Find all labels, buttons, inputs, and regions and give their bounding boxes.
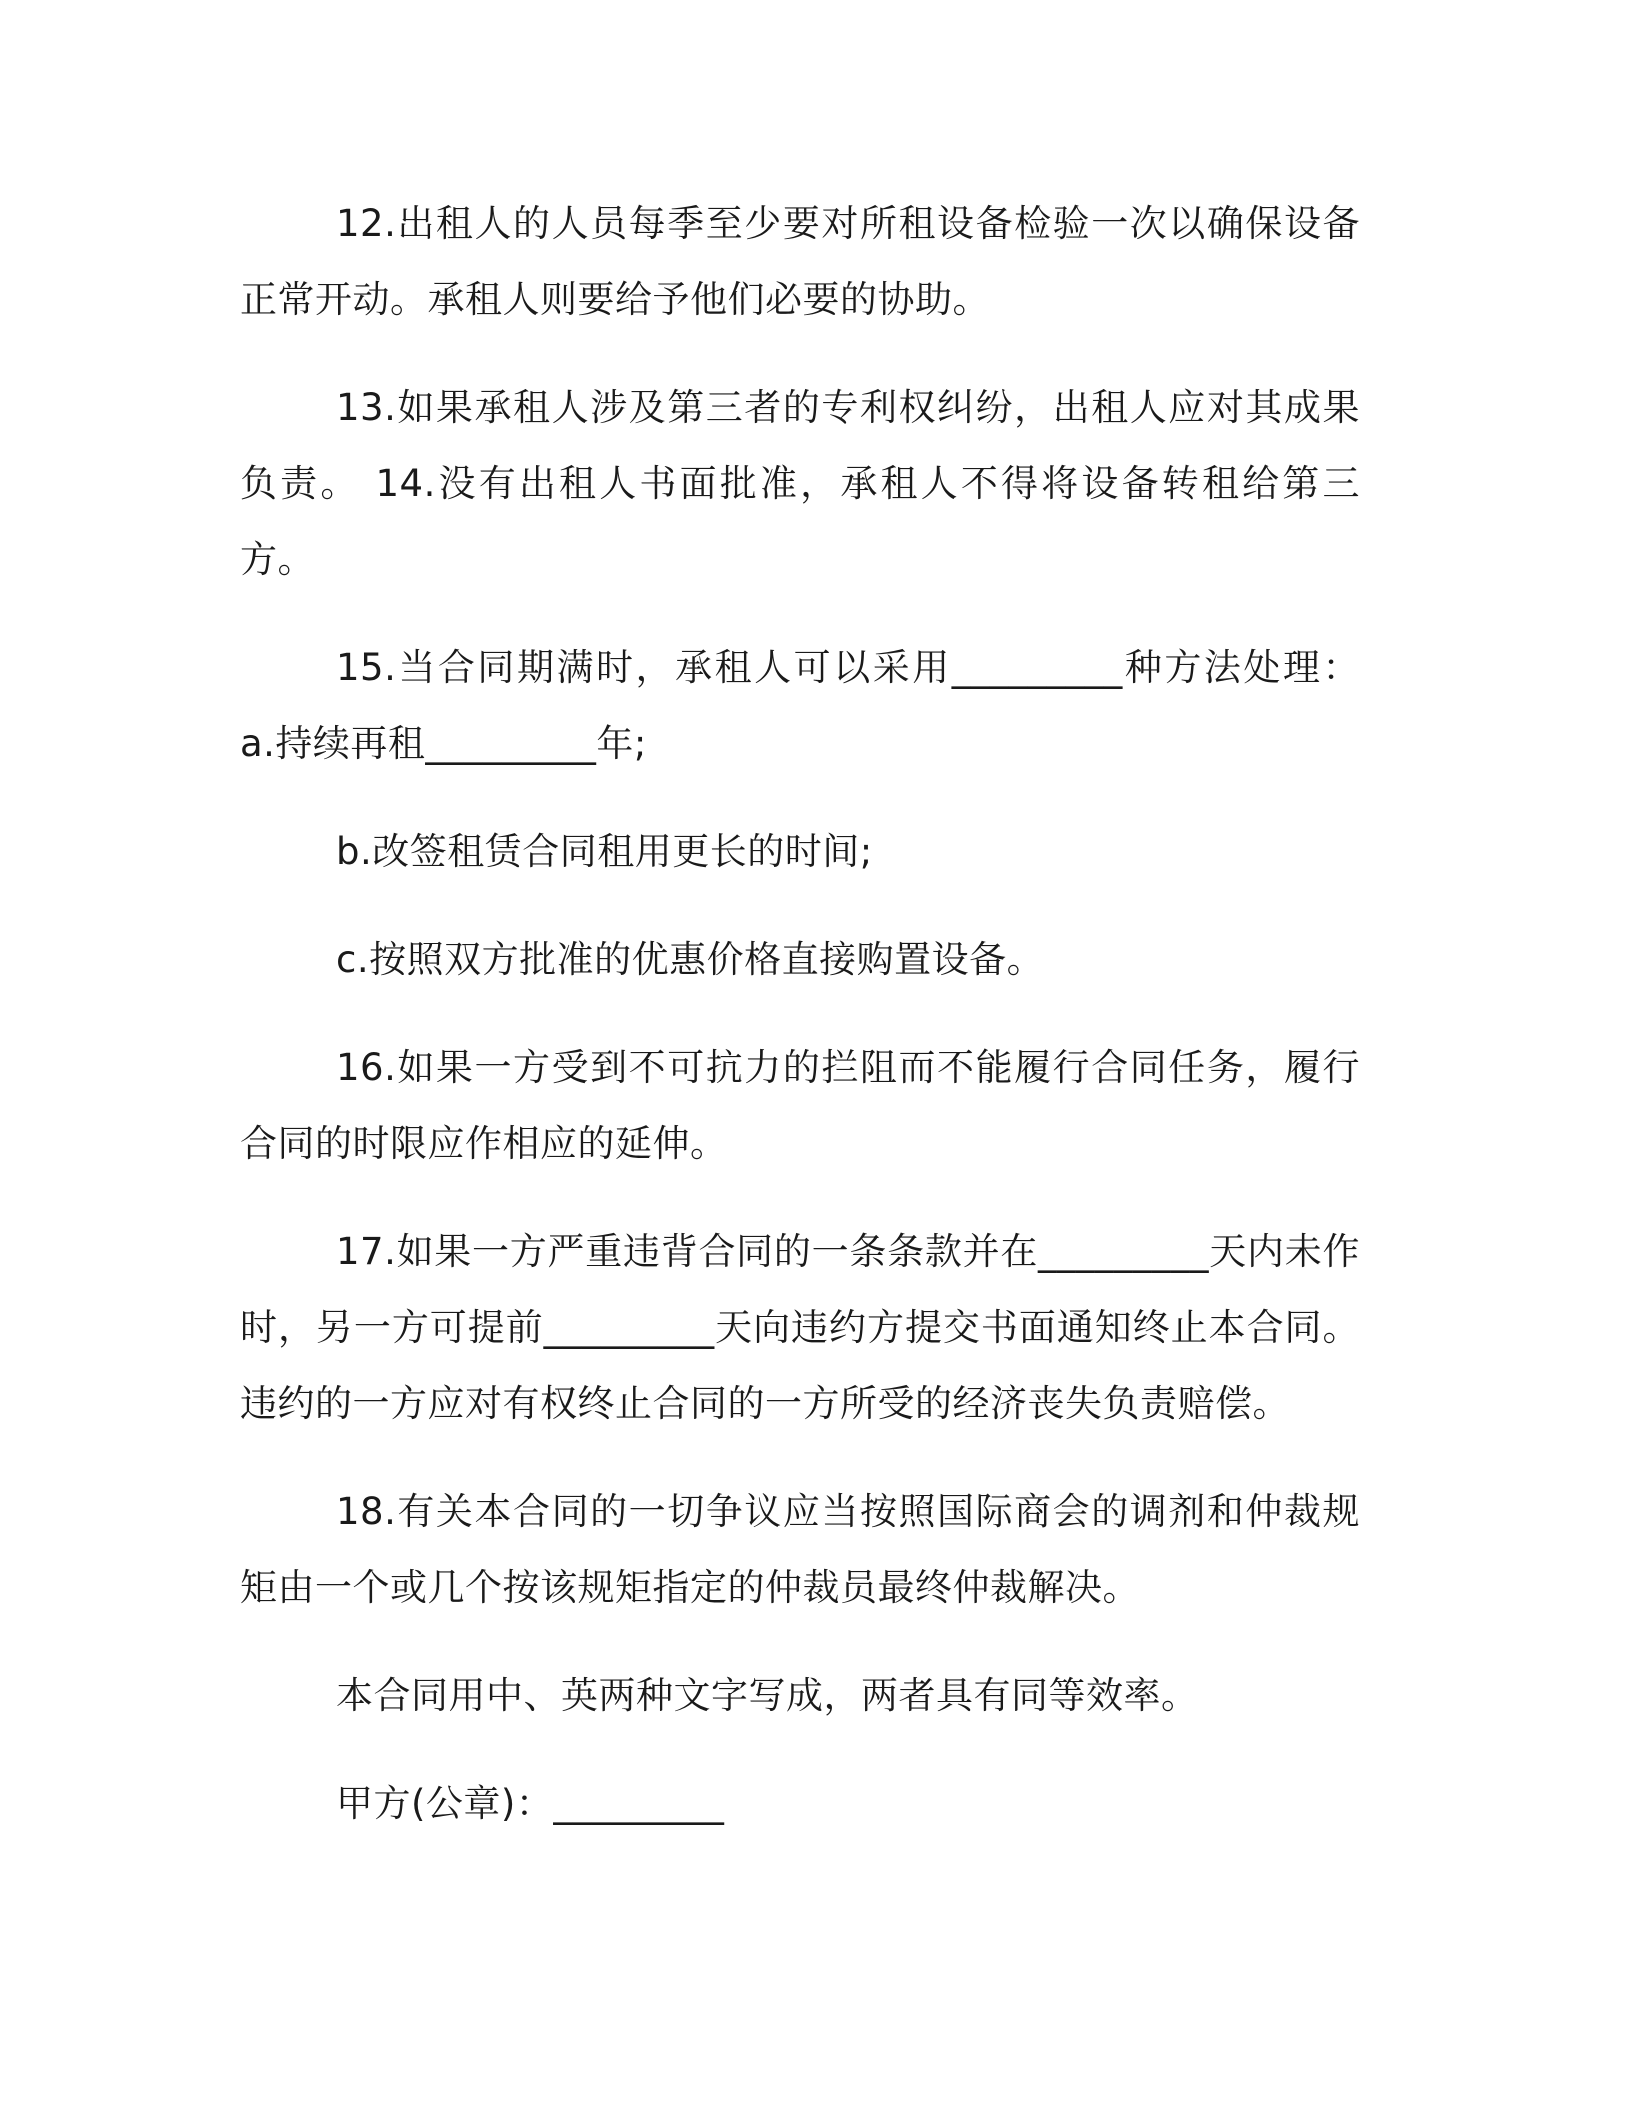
clause-15-b: b.改签租赁合同租用更长的时间; <box>336 830 873 873</box>
clause-15-c: c.按照双方批准的优惠价格直接购置设备。 <box>336 938 1045 981</box>
clause-16: 16.如果一方受到不可抗力的拦阻而不能履行合同任务，履行合同的时限应作相应的延伸。 <box>240 1046 1360 1165</box>
clause-12: 12.出租人的人员每季至少要对所租设备检验一次以确保设备正常开动。承租人则要给予他们必要的协助。 <box>240 202 1360 321</box>
clause-13-14: 13.如果承租人涉及第三者的专利权纠纷，出租人应对其成果负责。 14.没有出租人书面批准，承租人不得将设备转租给第三方。 <box>240 386 1360 581</box>
clause-15: 15.当合同期满时，承租人可以采用_________种方法处理： a.持续再租_________年; <box>240 646 1360 765</box>
clause-17: 17.如果一方严重违背合同的一条条款并在_________天内未作时，另一方可提前_________天向违约方提交书面通知终止本合同。违约的一方应对有权终止合同的一方所受的经济丧失负责赔偿。 <box>240 1230 1360 1425</box>
contract-text <box>240 186 1360 1874</box>
party-a-seal-line: 甲方(公章)：_________ <box>336 1782 725 1825</box>
language-statement: 本合同用中、英两种文字写成，两者具有同等效率。 <box>336 1674 1199 1717</box>
clause-18: 18.有关本合同的一切争议应当按照国际商会的调剂和仲裁规矩由一个或几个按该规矩指定的仲裁员最终仲裁解决。 <box>240 1490 1360 1609</box>
